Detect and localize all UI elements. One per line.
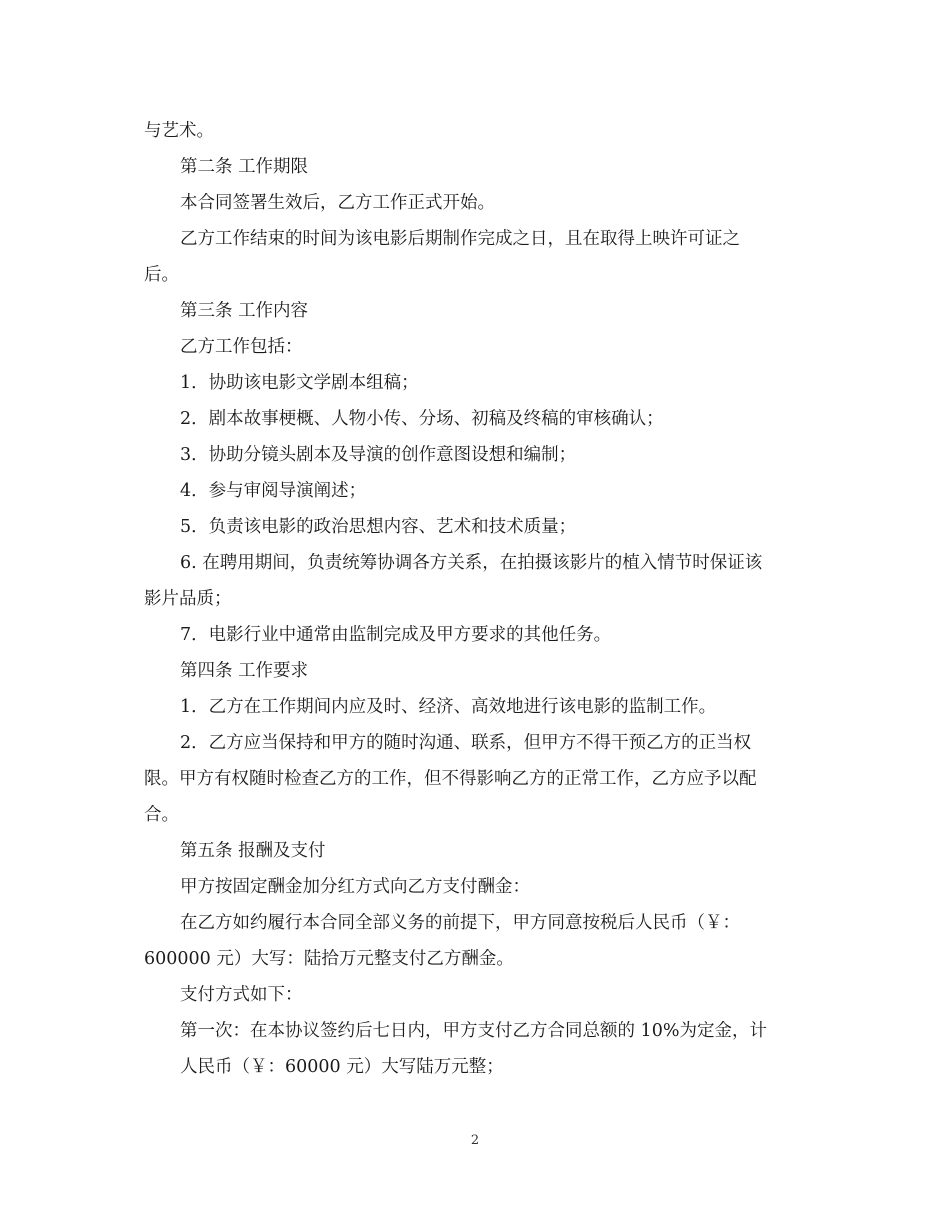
text-line: 第三条 工作内容 [180, 301, 309, 321]
text-line: 6. 在聘用期间，负责统筹协调各方关系，在拍摄该影片的植入情节时保证该 [180, 553, 763, 573]
text-line: 第四条 工作要求 [180, 661, 309, 681]
text-line: 限。甲方有权随时检查乙方的工作，但不得影响乙方的正常工作，乙方应予以配 [144, 769, 757, 789]
text-line: 1．协助该电影文学剧本组稿； [180, 373, 419, 393]
text-line: 甲方按固定酬金加分红方式向乙方支付酬金： [180, 877, 530, 897]
text-line: 合。 [144, 805, 179, 825]
text-line: 第二条 工作期限 [180, 157, 309, 177]
text-line: 3．协助分镜头剧本及导演的创作意图设想和编制； [180, 445, 577, 465]
text-line: 第一次：在本协议签约后七日内，甲方支付乙方合同总额的 10%为定金，计 [180, 1021, 767, 1041]
text-line: 第五条 报酬及支付 [180, 841, 326, 861]
text-line: 2．乙方应当保持和甲方的随时沟通、联系，但甲方不得干预乙方的正当权 [180, 733, 752, 753]
text-line: 600000 元）大写：陆拾万元整支付乙方酬金。 [144, 949, 514, 969]
text-line: 4．参与审阅导演阐述； [180, 481, 367, 501]
text-line: 7．电影行业中通常由监制完成及甲方要求的其他任务。 [180, 625, 612, 645]
text-line: 5．负责该电影的政治思想内容、艺术和技术质量； [180, 517, 577, 537]
text-line: 乙方工作包括： [180, 337, 303, 357]
text-line: 2．剧本故事梗概、人物小传、分场、初稿及终稿的审核确认； [180, 409, 664, 429]
text-line: 乙方工作结束的时间为该电影后期制作完成之日，且在取得上映许可证之 [180, 229, 740, 249]
text-line: 在乙方如约履行本合同全部义务的前提下，甲方同意按税后人民币（￥： [180, 913, 740, 933]
text-line: 影片品质； [144, 589, 232, 609]
document-body [144, 113, 812, 1085]
text-line: 后。 [144, 265, 179, 285]
text-line: 人民币（￥：60000 元）大写陆万元整； [180, 1057, 504, 1077]
text-line: 支付方式如下： [180, 985, 303, 1005]
page-number: 2 [470, 1133, 480, 1148]
text-line: 本合同签署生效后，乙方工作正式开始。 [180, 193, 495, 213]
text-line: 与艺术。 [144, 121, 214, 141]
text-line: 1．乙方在工作期间内应及时、经济、高效地进行该电影的监制工作。 [180, 697, 717, 717]
